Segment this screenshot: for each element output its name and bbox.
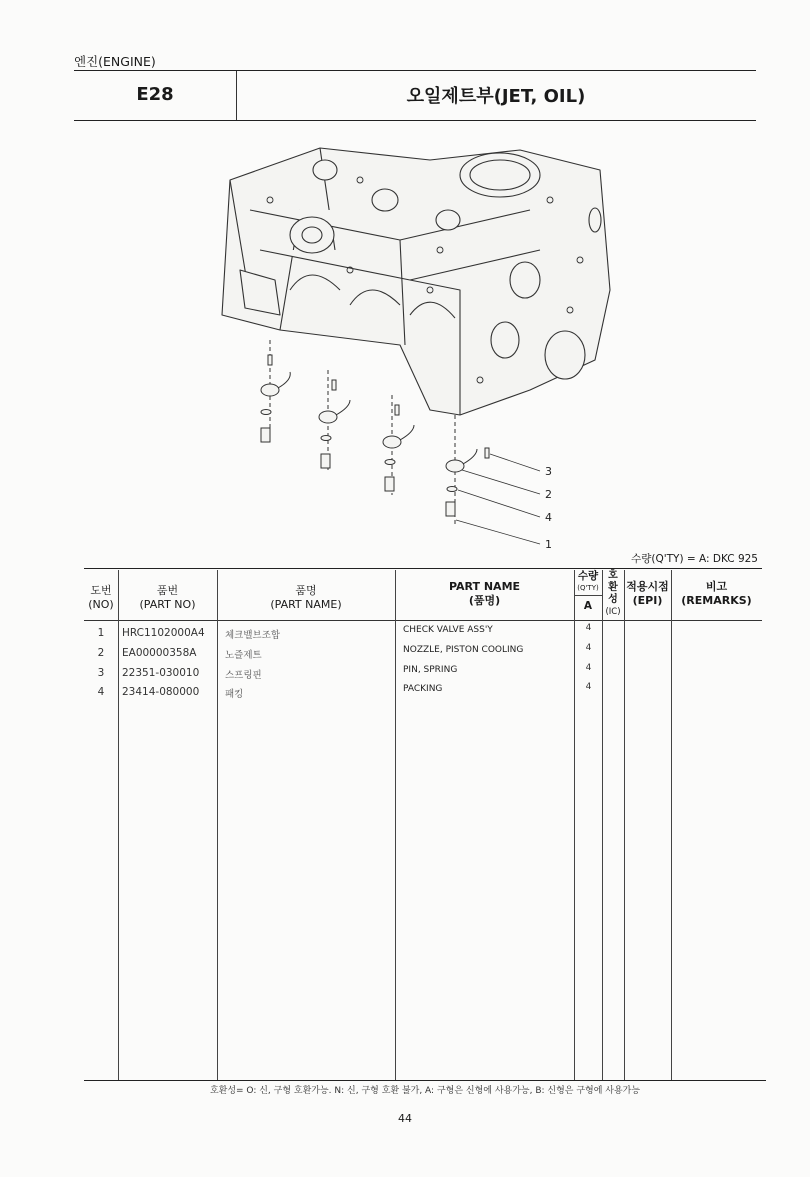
row-qty: 4 <box>585 643 592 653</box>
row-no: 4 <box>97 686 105 698</box>
callout-1: 1 <box>545 538 552 551</box>
row-qty: 4 <box>585 663 592 673</box>
part-set-3 <box>383 395 414 495</box>
column-divider <box>602 570 603 1080</box>
row-part-no: 22351-030010 <box>122 667 200 679</box>
column-divider <box>671 570 672 1080</box>
column-divider <box>395 570 396 1080</box>
row-part-no: EA00000358A <box>122 647 197 659</box>
row-name-en: NOZZLE, PISTON COOLING <box>403 645 524 655</box>
row-name-kr: 패킹 <box>225 689 244 700</box>
page-title: 오일제트부(JET, OIL) <box>406 86 586 107</box>
header-part-name-en: PART NAME (품명) <box>448 580 521 607</box>
header-bottom-rule <box>74 120 756 121</box>
table-bottom-rule <box>84 1080 766 1081</box>
callout-2: 2 <box>545 488 552 501</box>
row-no: 1 <box>97 627 105 639</box>
leader-lines <box>456 454 540 544</box>
row-name-kr: 스프링핀 <box>225 670 262 681</box>
page-code: E28 <box>136 84 174 105</box>
header-no: 도번 (NO) <box>88 584 114 611</box>
header-top-rule <box>74 70 756 71</box>
row-name-kr: 노즐제트 <box>225 650 262 661</box>
page-number: 44 <box>398 1112 412 1125</box>
part-set-1 <box>261 340 290 442</box>
callout-3: 3 <box>545 465 552 478</box>
exploded-parts-diagram <box>200 140 620 560</box>
section-label: 엔진(ENGINE) <box>74 54 156 69</box>
row-part-no: 23414-080000 <box>122 686 200 698</box>
header-remarks: 비고 (REMARKS) <box>681 580 752 607</box>
column-divider <box>217 570 218 1080</box>
row-qty: 4 <box>585 623 592 633</box>
header-epi: 적용시점 (EPI) <box>626 580 669 607</box>
quantity-note: 수량(Q'TY) = A: DKC 925 <box>631 553 758 565</box>
header-qty: 수량 (Q'TY) A <box>577 570 599 612</box>
header-ic: 호 환 성 (IC) <box>605 570 621 617</box>
header-part-name-kr: 품명 (PART NAME) <box>270 584 342 611</box>
compatibility-footnote: 호환성= O: 신, 구형 호환가능. N: 신, 구형 호환 불가, A: 구형은 신형에 사용가능, B: 신형은 구형에 사용가능 <box>209 1086 641 1096</box>
table-top-rule <box>84 568 762 569</box>
column-divider <box>624 570 625 1080</box>
row-no: 2 <box>97 647 105 659</box>
part-set-4 <box>446 415 489 525</box>
row-qty: 4 <box>585 682 592 692</box>
row-part-no: HRC1102000A4 <box>122 627 205 639</box>
table-header-rule <box>84 620 762 621</box>
row-name-kr: 체크밸브조합 <box>225 630 281 641</box>
callout-4: 4 <box>545 511 552 524</box>
row-no: 3 <box>97 667 105 679</box>
engine-block-drawing <box>222 148 610 415</box>
row-name-en: CHECK VALVE ASS'Y <box>403 625 493 635</box>
row-name-en: PACKING <box>403 684 443 694</box>
row-name-en: PIN, SPRING <box>403 665 458 675</box>
part-set-2 <box>319 370 350 470</box>
column-divider <box>118 570 119 1080</box>
header-part-no: 품번 (PART NO) <box>139 584 196 611</box>
